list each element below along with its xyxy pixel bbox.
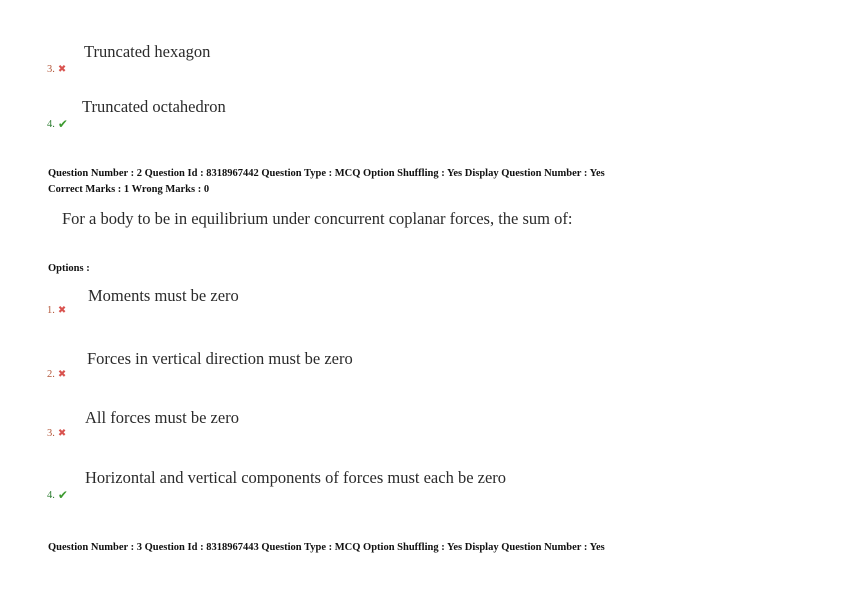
option-number-label: 3. — [47, 428, 55, 439]
cross-icon: ✖ — [57, 428, 67, 439]
option-number-label: 4. — [47, 489, 55, 501]
option-number-label: 1. — [47, 305, 55, 316]
option-text: Moments must be zero — [88, 286, 239, 305]
option-number-label: 4. — [47, 118, 55, 130]
option-number — [47, 369, 66, 380]
option-number — [47, 488, 68, 502]
option-number-label: 2. — [47, 369, 55, 380]
option-number — [47, 305, 66, 316]
options-label: Options : — [48, 263, 90, 274]
check-icon: ✔ — [57, 488, 68, 502]
cross-icon: ✖ — [57, 64, 67, 75]
option-number — [47, 428, 66, 439]
question-text: For a body to be in equilibrium under concurrent coplanar forces, the sum of: — [62, 209, 573, 228]
question-meta: Question Number : 2 Question Id : 8318967442 Question Type : MCQ Option Shuffling : Yes Display Question Number : Yes — [48, 168, 605, 179]
question-marks: Correct Marks : 1 Wrong Marks : 0 — [48, 184, 210, 195]
cross-icon: ✖ — [57, 305, 67, 316]
check-icon: ✔ — [57, 117, 68, 131]
option-number — [47, 117, 68, 131]
cross-icon: ✖ — [57, 369, 67, 380]
option-number — [47, 64, 66, 75]
option-text: All forces must be zero — [85, 408, 239, 427]
option-text: Truncated hexagon — [84, 42, 211, 61]
option-text: Truncated octahedron — [82, 97, 226, 116]
question-meta: Question Number : 3 Question Id : 8318967443 Question Type : MCQ Option Shuffling : Yes Display Question Number : Yes — [48, 542, 605, 553]
option-number-label: 3. — [47, 64, 55, 75]
option-text: Horizontal and vertical components of forces must each be zero — [85, 468, 507, 487]
option-text: Forces in vertical direction must be zero — [87, 349, 353, 368]
